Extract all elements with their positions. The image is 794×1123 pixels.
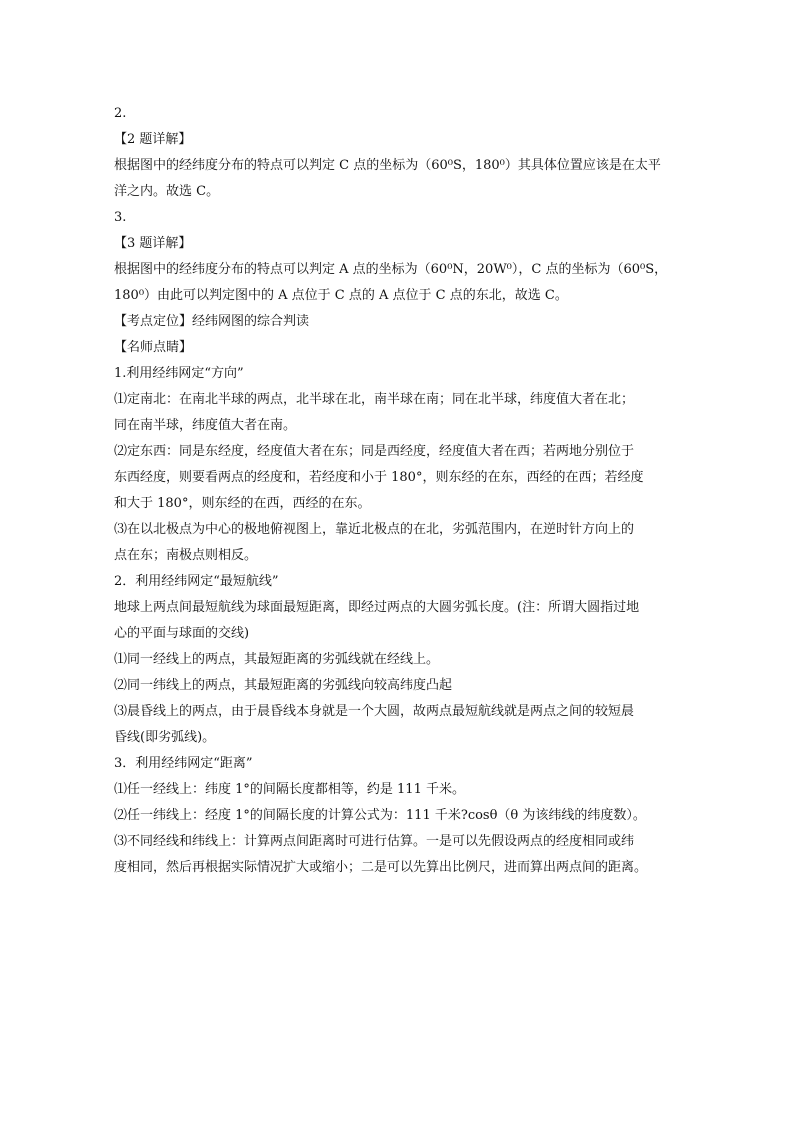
- subheading-direction: 1.利用经纬网定“方向”: [114, 366, 244, 381]
- paragraph-line: 东西经度，则要看两点的经度和，若经度和小于 180°，则东经的在东，西经的在西；若经度: [114, 470, 644, 485]
- paragraph-line: 180⁰）由此可以判定图中的 A 点位于 C 点的 A 点位于 C 点的东北，故选 C。: [114, 288, 568, 303]
- paragraph-line: 度相同，然后再根据实际情况扩大或缩小；二是可以先算出比例尺，进而算出两点间的距离。: [114, 860, 648, 875]
- paragraph-line: ⑴定南北：在南北半球的两点，北半球在北，南半球在南；同在北半球，纬度值大者在北；: [114, 392, 635, 407]
- section-heading-tips: 【名师点睛】: [114, 340, 193, 355]
- paragraph-line: ⑴任一经线上：纬度 1°的间隔长度都相等，约是 111 千米。: [114, 782, 465, 797]
- paragraph-line: ⑵任一纬线上：经度 1°的间隔长度的计算公式为：111 千米?cosθ（θ 为该纬线的纬度数）。: [114, 808, 646, 823]
- paragraph-line: 地球上两点间最短航线为球面最短距离，即经过两点的大圆劣弧长度。(注：所谓大圆指过地: [114, 600, 640, 615]
- paragraph-line: ⑶在以北极点为中心的极地俯视图上，靠近北极点的在北，劣弧范围内，在逆时针方向上的: [114, 522, 635, 537]
- paragraph-line: 洋之内。故选 C。: [114, 184, 220, 199]
- question-number-3: 3.: [114, 210, 127, 225]
- paragraph-line: ⑵定东西：同是东经度，经度值大者在东；同是西经度，经度值大者在西；若两地分别位于: [114, 444, 635, 459]
- paragraph-line: 根据图中的经纬度分布的特点可以判定 C 点的坐标为（60⁰S，180⁰）其具体位置应该是在太平: [114, 158, 661, 173]
- paragraph-line: ⑶不同经线和纬线上：计算两点间距离时可进行估算。一是可以先假设两点的经度相同或纬: [114, 834, 635, 849]
- section-heading-q3-explanation: 【3 题详解】: [114, 236, 192, 251]
- paragraph-line: 心的平面与球面的交线): [114, 626, 250, 641]
- section-heading-q2-explanation: 【2 题详解】: [114, 132, 192, 147]
- paragraph-line: 同在南半球，纬度值大者在南。: [114, 418, 297, 433]
- paragraph-line: ⑶晨昏线上的两点，由于晨昏线本身就是一个大圆，故两点最短航线就是两点之间的较短晨: [114, 704, 635, 719]
- paragraph-line: ⑵同一纬线上的两点，其最短距离的劣弧线向较高纬度凸起: [114, 678, 453, 693]
- paragraph-line: 和大于 180°，则东经的在西，西经的在东。: [114, 496, 371, 511]
- subheading-distance: 3．利用经纬网定“距离”: [114, 756, 253, 771]
- paragraph-line: 点在东；南极点则相反。: [114, 548, 258, 563]
- paragraph-line: 根据图中的经纬度分布的特点可以判定 A 点的坐标为（60⁰N，20W⁰），C 点的坐标为（60⁰S，: [114, 262, 668, 277]
- question-number-2: 2.: [114, 106, 127, 121]
- paragraph-line: 昏线(即劣弧线)。: [114, 730, 216, 745]
- document-body: [114, 101, 684, 881]
- subheading-shortest-route: 2．利用经纬网定“最短航线”: [114, 574, 279, 589]
- paragraph-line: ⑴同一经线上的两点，其最短距离的劣弧线就在经线上。: [114, 652, 440, 667]
- section-heading-topic: 【考点定位】经纬网图的综合判读: [114, 314, 310, 329]
